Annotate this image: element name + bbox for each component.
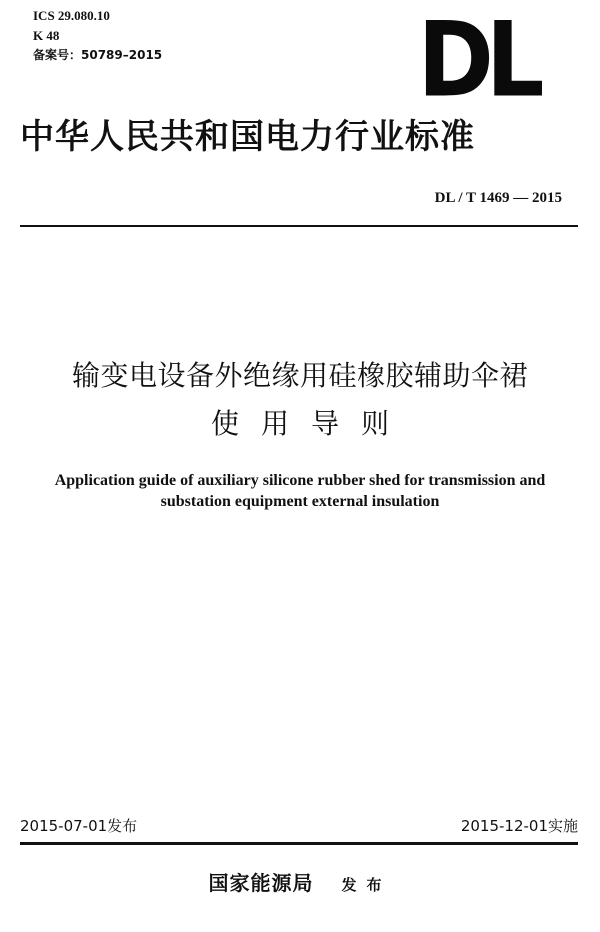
publisher-name: 国家能源局	[208, 871, 314, 895]
ics-code: ICS 29.080.10	[33, 8, 110, 23]
chinese-title-line-1: 输变电设备外绝缘用硅橡胶辅助伞裙	[71, 359, 528, 392]
chinese-title-line-2: 使用导则	[210, 407, 411, 440]
dl-logo: DL	[417, 0, 537, 121]
issuer-title: 中华人民共和国电力行业标准	[20, 117, 475, 157]
publisher-line	[0, 866, 600, 902]
publisher-action: 发布	[341, 876, 392, 894]
bottom-divider	[20, 842, 578, 845]
english-title-line-2: substation equipment external insulation	[160, 493, 440, 510]
top-divider	[20, 225, 578, 227]
release-date: 2015-07-01发布	[20, 817, 138, 835]
record-number: 备案号：50789–2015	[33, 48, 163, 62]
implementation-date: 2015-12-01实施	[460, 817, 578, 835]
english-title-line-1: Application guide of auxiliary silicone rubber shed for transmission and	[54, 472, 546, 489]
standard-number: DL / T 1469 — 2015	[434, 190, 562, 206]
classification-code: K 48	[33, 28, 60, 43]
